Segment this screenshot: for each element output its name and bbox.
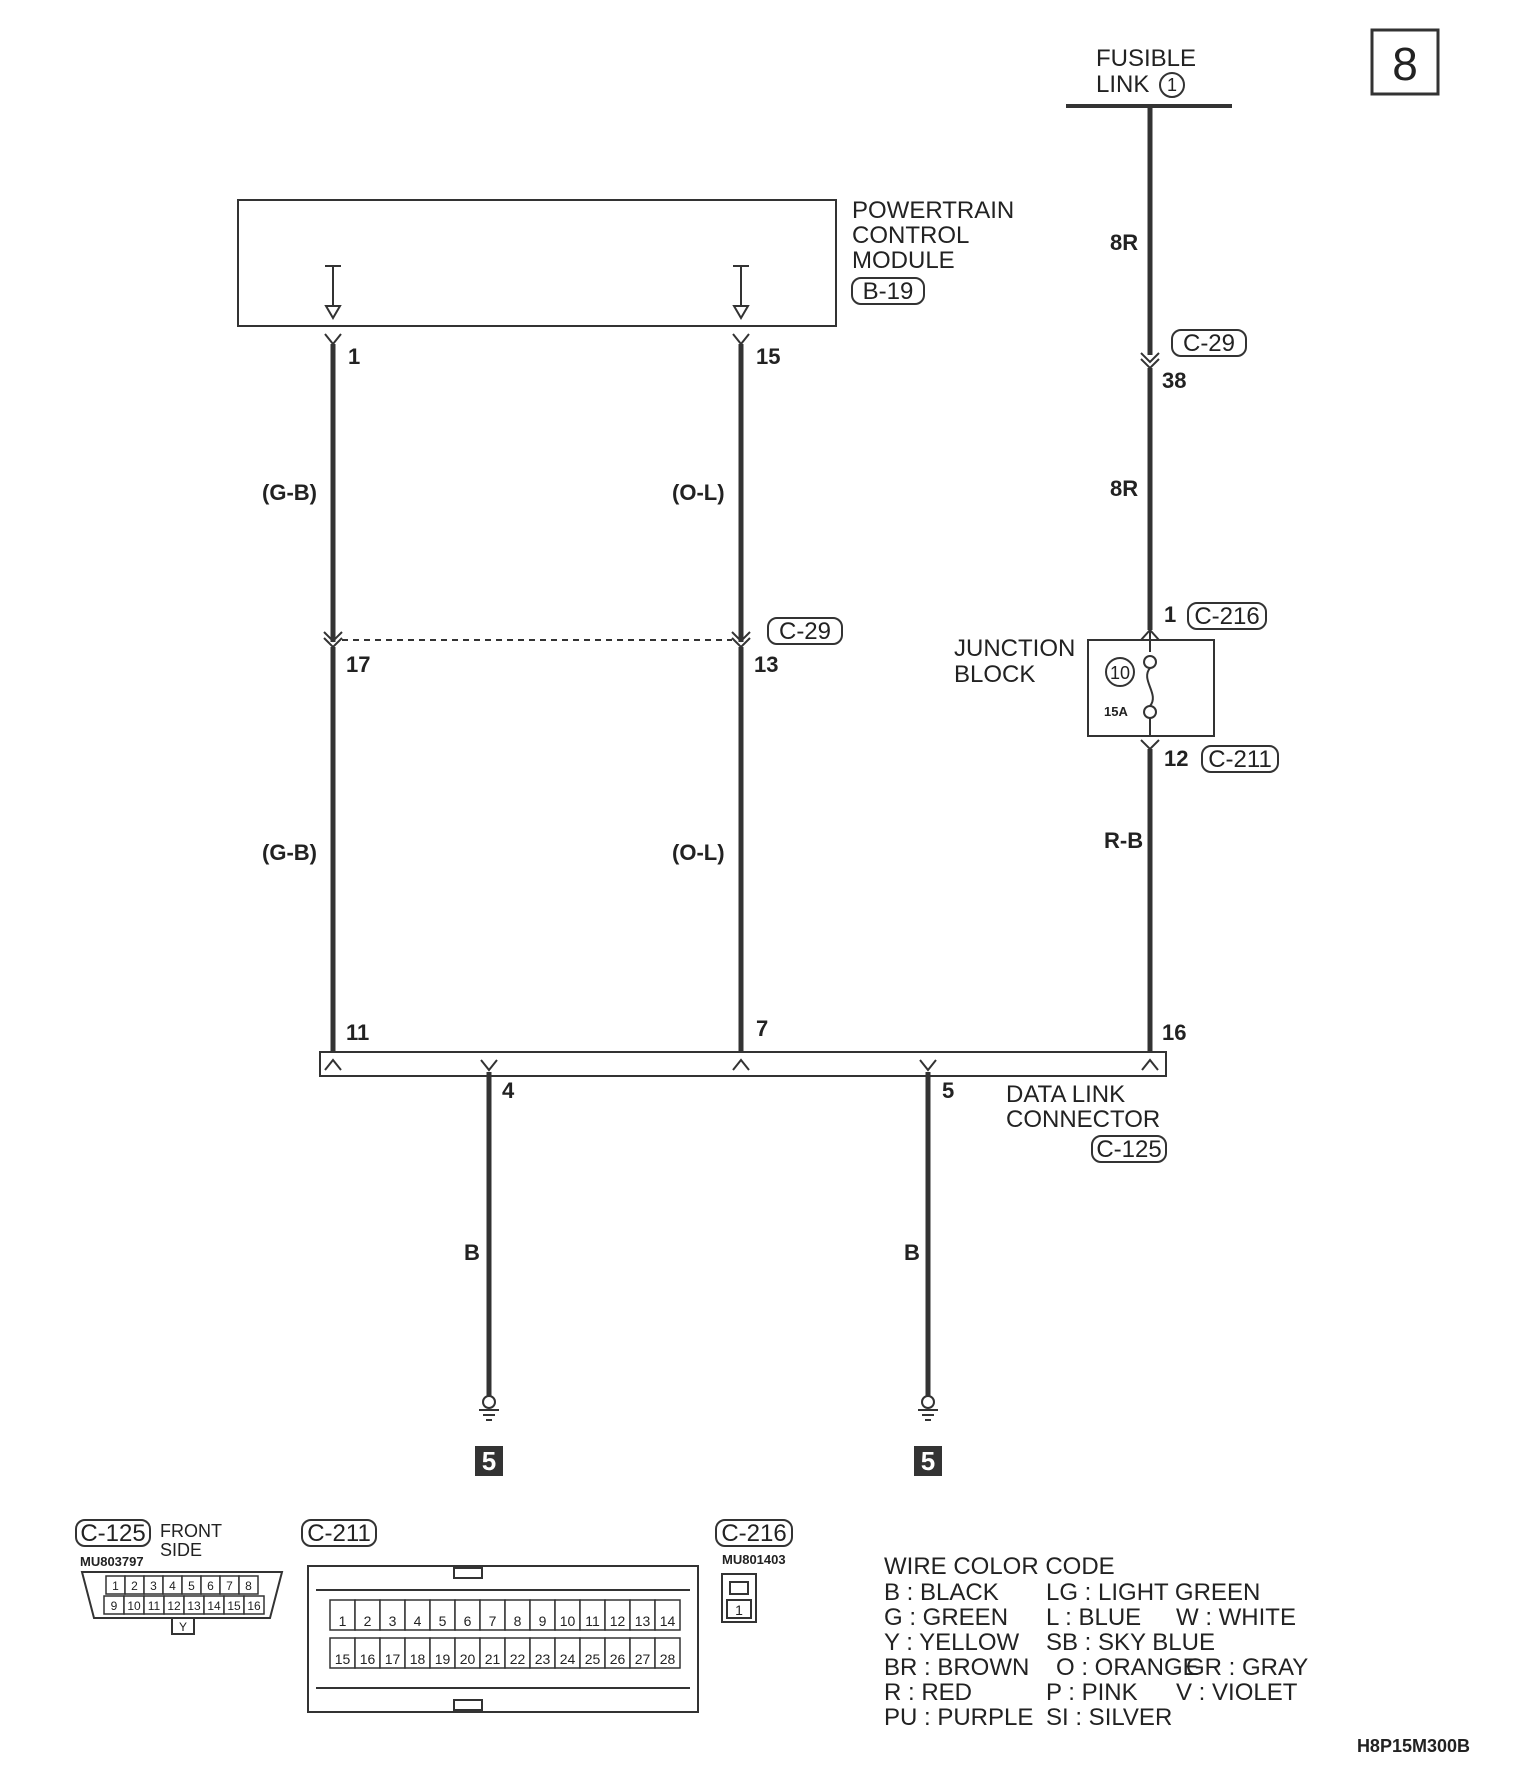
connector-pin-number: 15 — [334, 1651, 351, 1667]
dlc-label-2: CONNECTOR — [1006, 1106, 1161, 1133]
connector-pin-number: 1 — [112, 1579, 119, 1593]
legend-entry: O : ORANGE — [1056, 1654, 1199, 1681]
pin-dlc-7: 7 — [756, 1016, 769, 1041]
connector-pin-number: 10 — [127, 1599, 141, 1613]
fusible-link-label: FUSIBLE — [1096, 45, 1197, 72]
connector-pin-number: 20 — [459, 1651, 476, 1667]
c216-part-number: MU801403 — [722, 1552, 786, 1567]
wire-color-pcm1-upper: (G-B) — [262, 480, 317, 505]
connector-pin-number: 23 — [534, 1651, 551, 1667]
connector-pin-number: 4 — [413, 1613, 422, 1629]
legend-entry: R : RED — [884, 1679, 973, 1706]
wire-color-pcm15-upper: (O-L) — [672, 480, 725, 505]
connector-pin-number: 8 — [513, 1613, 522, 1629]
c125-row-1 — [106, 1576, 258, 1594]
c211-label: C-211 — [1208, 746, 1272, 773]
connector-pin-number: 13 — [634, 1613, 651, 1629]
jb-bottom-arrow — [1141, 740, 1159, 749]
c29-top-marker — [1141, 353, 1159, 368]
pin-pcm-1: 1 — [348, 344, 361, 369]
connector-pin-number: 28 — [659, 1651, 676, 1667]
wire-color-legend — [884, 1553, 1308, 1731]
connector-pin-number: 19 — [434, 1651, 451, 1667]
connector-pin-number: 4 — [169, 1579, 176, 1593]
pin-c29-17: 17 — [346, 652, 371, 677]
connector-pin-cell — [580, 1638, 605, 1668]
legend-entry: P : PINK — [1046, 1679, 1138, 1706]
c211-row-2 — [330, 1638, 680, 1668]
connector-pin-number: 9 — [538, 1613, 547, 1629]
dlc-label: DATA LINK — [1006, 1081, 1126, 1108]
connector-view-c125 — [76, 1520, 282, 1634]
c216-view-tag — [716, 1520, 792, 1547]
connector-pin-cell — [106, 1576, 125, 1594]
pcm-connector-label: B-19 — [862, 278, 914, 305]
pin-pcm-15: 15 — [756, 344, 781, 369]
pin-dlc-16: 16 — [1162, 1020, 1187, 1045]
wire-color-fusible-upper: 8R — [1110, 230, 1139, 255]
wire-color-pcm15-lower: (O-L) — [672, 840, 725, 865]
legend-entry: Y : YELLOW — [884, 1629, 1020, 1656]
connector-pin-number: 12 — [609, 1613, 626, 1629]
fusible-link-label-2: LINK — [1096, 71, 1150, 98]
c216-pin: 1 — [735, 1602, 743, 1618]
connector-pin-cell — [184, 1596, 204, 1614]
connector-pin-cell — [555, 1638, 580, 1668]
c216-tag — [1188, 603, 1266, 630]
legend-entry: W : WHITE — [1176, 1604, 1296, 1631]
pin-c29-13: 13 — [754, 652, 779, 677]
connector-pin-number: 14 — [659, 1613, 676, 1629]
connector-pin-cell — [125, 1576, 144, 1594]
legend-entry: LG : LIGHT GREEN — [1046, 1579, 1261, 1606]
connector-pin-cell — [655, 1638, 680, 1668]
pin-dlc-11: 11 — [346, 1020, 370, 1045]
connector-pin-number: 25 — [584, 1651, 601, 1667]
connector-pin-number: 6 — [207, 1579, 214, 1593]
connector-pin-cell — [330, 1638, 355, 1668]
wire-color-ground-right: B — [904, 1240, 920, 1265]
page-number-box — [1372, 30, 1438, 94]
legend-entry: SI : SILVER — [1046, 1704, 1173, 1731]
c29-mid-label: C-29 — [778, 618, 832, 645]
pin-dlc-4: 4 — [502, 1078, 515, 1103]
c211-row-1 — [330, 1600, 680, 1630]
pin-c216-1: 1 — [1164, 602, 1177, 627]
c211-view-tag — [302, 1520, 376, 1547]
fusible-link — [1066, 45, 1232, 106]
connector-pin-number: 16 — [247, 1599, 261, 1613]
wire-color-pcm1-lower: (G-B) — [262, 840, 317, 865]
connector-pin-number: 3 — [150, 1579, 157, 1593]
connector-pin-number: 6 — [463, 1613, 472, 1629]
connector-pin-number: 14 — [207, 1599, 221, 1613]
ground-ref-left: 5 — [481, 1446, 497, 1476]
connector-pin-cell — [244, 1596, 264, 1614]
connector-pin-cell — [480, 1600, 505, 1630]
connector-view-c211 — [302, 1520, 698, 1712]
c125-view-label: C-125 — [80, 1520, 146, 1547]
c211-view-label: C-211 — [307, 1520, 371, 1547]
c29-top-tag — [1172, 330, 1246, 357]
legend-entry: G : GREEN — [884, 1604, 1009, 1631]
connector-pin-cell — [480, 1638, 505, 1668]
connector-pin-number: 18 — [409, 1651, 426, 1667]
c211-tag — [1202, 746, 1278, 773]
connector-pin-cell — [630, 1638, 655, 1668]
legend-entry: SB : SKY BLUE — [1046, 1629, 1215, 1656]
pcm-connector-tag — [852, 278, 924, 305]
connector-pin-number: 21 — [484, 1651, 501, 1667]
connector-pin-number: 24 — [559, 1651, 576, 1667]
pin-dlc-5: 5 — [942, 1078, 955, 1103]
connector-pin-cell — [655, 1600, 680, 1630]
c125-part-number: MU803797 — [80, 1554, 144, 1569]
connector-pin-number: 5 — [188, 1579, 195, 1593]
connector-pin-number: 10 — [559, 1613, 576, 1629]
connector-pin-cell — [201, 1576, 220, 1594]
connector-pin-cell — [605, 1638, 630, 1668]
pcm — [238, 197, 1014, 326]
c29-mid-marker — [324, 632, 750, 647]
dlc-connector-label: C-125 — [1096, 1136, 1162, 1163]
pin-c211-12: 12 — [1164, 746, 1189, 771]
connector-pin-cell — [182, 1576, 201, 1594]
legend-entry: L : BLUE — [1046, 1604, 1142, 1631]
connector-view-c216 — [716, 1520, 792, 1622]
c125-side-label: FRONT — [160, 1521, 222, 1541]
connector-pin-number: 8 — [245, 1579, 252, 1593]
data-link-connector — [320, 1052, 1166, 1163]
wire-color-ground-left: B — [464, 1240, 480, 1265]
fuse-number: 10 — [1109, 663, 1131, 683]
junction-block-label: JUNCTION — [954, 635, 1076, 662]
legend-title: WIRE COLOR CODE — [884, 1553, 1115, 1580]
connector-pin-cell — [204, 1596, 224, 1614]
junction-block-label-2: BLOCK — [954, 661, 1036, 688]
connector-pin-cell — [430, 1638, 455, 1668]
connector-pin-cell — [430, 1600, 455, 1630]
fusible-link-number: 1 — [1166, 75, 1178, 95]
connector-pin-cell — [505, 1638, 530, 1668]
connector-pin-cell — [405, 1638, 430, 1668]
connector-pin-cell — [555, 1600, 580, 1630]
connector-pin-number: 12 — [167, 1599, 181, 1613]
c216-view-label: C-216 — [721, 1520, 787, 1547]
connector-pin-number: 7 — [226, 1579, 233, 1593]
connector-pin-cell — [220, 1576, 239, 1594]
legend-entry: GR : GRAY — [1186, 1654, 1309, 1681]
dlc-connector-tag — [1092, 1136, 1166, 1163]
c125-view-tag — [76, 1520, 150, 1547]
connector-pin-cell — [455, 1600, 480, 1630]
pcm-pin1-arrow — [325, 334, 341, 344]
fuse-rating: 15A — [1104, 704, 1128, 719]
ground-icon-left — [475, 1396, 503, 1476]
legend-entry: PU : PURPLE — [884, 1704, 1034, 1731]
connector-pin-number: 9 — [110, 1599, 118, 1613]
c125-row-2 — [104, 1596, 264, 1614]
ground-ref-right: 5 — [920, 1446, 936, 1476]
connector-pin-number: 5 — [438, 1613, 447, 1629]
drawing-code: H8P15M300B — [1356, 1736, 1470, 1756]
connector-pin-number: 3 — [388, 1613, 397, 1629]
connector-pin-cell — [605, 1600, 630, 1630]
c29-top-label: C-29 — [1182, 330, 1236, 357]
connector-pin-cell — [380, 1600, 405, 1630]
pcm-label: POWERTRAIN — [852, 197, 1015, 224]
connector-pin-number: 7 — [488, 1613, 497, 1629]
c125-side-label-2: SIDE — [160, 1540, 203, 1560]
connector-pin-number: 1 — [338, 1613, 347, 1629]
c29-mid-tag — [768, 618, 842, 645]
connector-pin-cell — [239, 1576, 258, 1594]
connector-pin-cell — [104, 1596, 124, 1614]
connector-pin-number: 16 — [359, 1651, 376, 1667]
connector-pin-cell — [355, 1638, 380, 1668]
connector-pin-cell — [630, 1600, 655, 1630]
legend-entry: BR : BROWN — [884, 1654, 1030, 1681]
junction-block — [954, 630, 1214, 749]
connector-pin-number: 2 — [131, 1579, 138, 1593]
connector-pin-cell — [163, 1576, 182, 1594]
connector-pin-number: 13 — [187, 1599, 201, 1613]
ground-icon-right — [914, 1396, 942, 1476]
connector-pin-cell — [405, 1600, 430, 1630]
pcm-label-2: CONTROL — [852, 222, 970, 249]
connector-pin-number: 27 — [634, 1651, 651, 1667]
connector-pin-number: 22 — [509, 1651, 526, 1667]
connector-pin-number: 2 — [363, 1613, 372, 1629]
pcm-pin15-arrow — [733, 334, 749, 344]
wire-color-jb-to-dlc: R-B — [1104, 828, 1144, 853]
c125-key: Y — [178, 1620, 188, 1634]
connector-pin-number: 11 — [585, 1613, 600, 1629]
connector-pin-cell — [124, 1596, 144, 1614]
pin-c29-38: 38 — [1162, 368, 1187, 393]
connector-pin-cell — [164, 1596, 184, 1614]
connector-pin-number: 26 — [609, 1651, 626, 1667]
connector-pin-cell — [505, 1600, 530, 1630]
connector-pin-cell — [144, 1576, 163, 1594]
legend-entry: V : VIOLET — [1176, 1679, 1298, 1706]
connector-pin-cell — [355, 1600, 380, 1630]
connector-pin-cell — [330, 1600, 355, 1630]
connector-pin-cell — [224, 1596, 244, 1614]
legend-lines — [884, 1579, 1308, 1731]
connector-pin-cell — [455, 1638, 480, 1668]
connector-pin-cell — [580, 1600, 605, 1630]
connector-pin-number: 11 — [147, 1599, 161, 1613]
c216-label: C-216 — [1194, 603, 1260, 630]
connector-pin-cell — [530, 1638, 555, 1668]
pcm-label-3: MODULE — [852, 247, 955, 274]
page-number: 8 — [1392, 38, 1418, 90]
connector-pin-cell — [530, 1600, 555, 1630]
connector-pin-number: 17 — [384, 1651, 401, 1667]
connector-pin-cell — [144, 1596, 164, 1614]
wire-color-fusible-lower: 8R — [1110, 476, 1139, 501]
legend-entry: B : BLACK — [884, 1579, 999, 1606]
connector-pin-cell — [380, 1638, 405, 1668]
connector-pin-number: 15 — [227, 1599, 241, 1613]
